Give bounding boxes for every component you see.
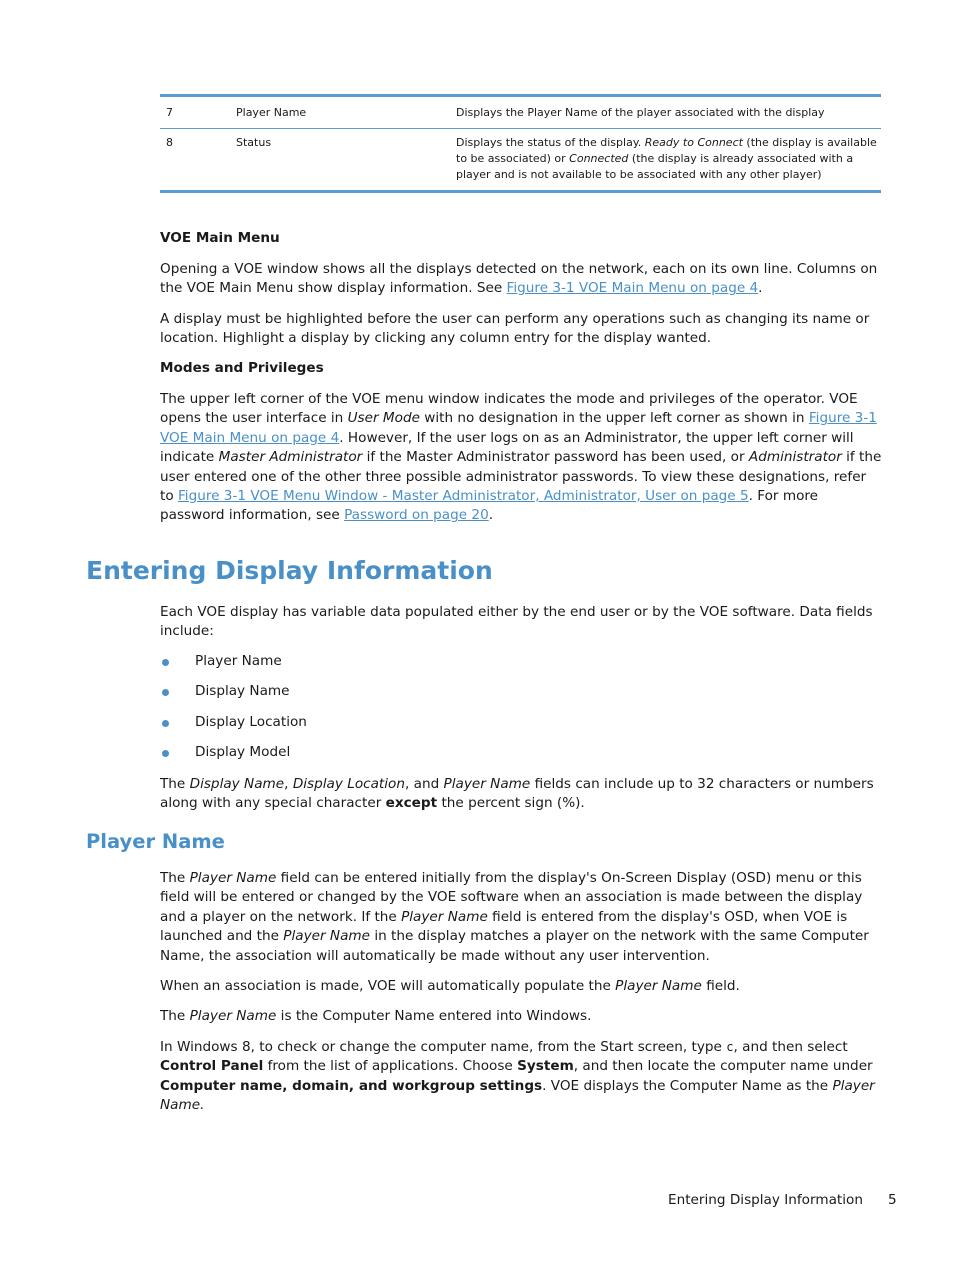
list-item: Display Model [195,744,291,760]
row-number: 7 [166,106,173,119]
player-name-paragraph-4: In Windows 8, to check or change the computer name, from the Start screen, type c, and then select Control Panel from the list of applications. Choose System, and then locate the computer name under Computer name, domain, and workgroup settings. VOE displays the Computer Name as the Player Name. [160,1039,875,1114]
voe-main-menu-paragraph-1: Opening a VOE window shows all the displays detected on the network, each on its own line. Columns on the VOE Main Menu show display information. See Figure 3-1 VOE Main Menu on page 4. [160,261,878,297]
table-bottom-rule [160,190,881,193]
footer-section-name: Entering Display Information [668,1192,863,1208]
table-row [160,129,881,190]
password-link[interactable]: Password on page 20 [344,507,489,524]
list-item: Display Location [195,714,307,730]
voe-main-menu-paragraph-2: A display must be highlighted before the user can perform any operations such as changing its name or location. Highlight a display by clicking any column entry for the display wanted. [160,311,870,347]
list-item: Player Name [195,653,282,669]
row-number: 8 [166,136,173,149]
section-intro: Each VOE display has variable data populated either by the end user or by the VOE software. Data fields include: [160,604,873,640]
row-field: Player Name [236,106,307,119]
row-description: Displays the status of the display. Ready to Connect (the display is available to be associated) or Connected (the display is already associated with a player and is not available to be associated with any other player) [456,136,877,181]
row-description: Displays the Player Name of the player associated with the display [456,106,825,119]
modes-heading: Modes and Privileges [160,360,324,376]
fields-note: The Display Name, Display Location, and Player Name fields can include up to 32 characters or numbers along with any special character except the percent sign (%). [160,776,874,812]
modes-paragraph: The upper left corner of the VOE menu window indicates the mode and privileges of the operator. VOE opens the user interface in User Mode with no designation in the upper left corner as shown in Figure 3-1 VOE Main Menu on page 4. However, If the user logs on as an Administrator, the upper left corner will indicate Master Administrator if the Master Administrator password has been used, or Administrator if the user entered one of the other three possible administrator passwords. To view these designations, refer to Figure 3-1 VOE Menu Window - Master Administrator, Administrator, User on page 5. For more password information, see Password on page 20. [160,391,882,524]
list-item: Display Name [195,683,290,699]
figure-link[interactable]: Figure 3-1 VOE Main Menu on page 4 [506,280,759,297]
info-table [160,94,881,193]
bullet-icon [162,689,169,696]
bullet-icon [162,720,169,727]
section-title: Entering Display Information [86,556,493,585]
player-name-paragraph-2: When an association is made, VOE will automatically populate the Player Name field. [160,978,740,994]
player-name-title: Player Name [86,830,225,853]
row-field: Status [236,136,272,149]
figure-link[interactable]: Figure 3-1 VOE Menu Window - Master Administrator, Administrator, User on page 5 [177,488,749,505]
player-name-paragraph-1: The Player Name field can be entered initially from the display's On-Screen Display (OSD) menu or this field will be entered or changed by the VOE software when an association is made between the display and a player on the network. If the Player Name field is entered from the display's OSD, when VOE is launched and the Player Name in the display matches a player on the network with the same Computer Name, the association will automatically be made without any user intervention. [160,870,869,964]
figure-link[interactable]: Figure 3-1 VOE Main Menu on page 4 [160,410,877,446]
bullet-icon [162,750,169,757]
table-row [160,97,881,128]
bullet-icon [162,659,169,666]
voe-main-menu-heading: VOE Main Menu [160,230,280,246]
player-name-paragraph-3: The Player Name is the Computer Name entered into Windows. [160,1008,592,1024]
page-number: 5 [888,1192,897,1208]
